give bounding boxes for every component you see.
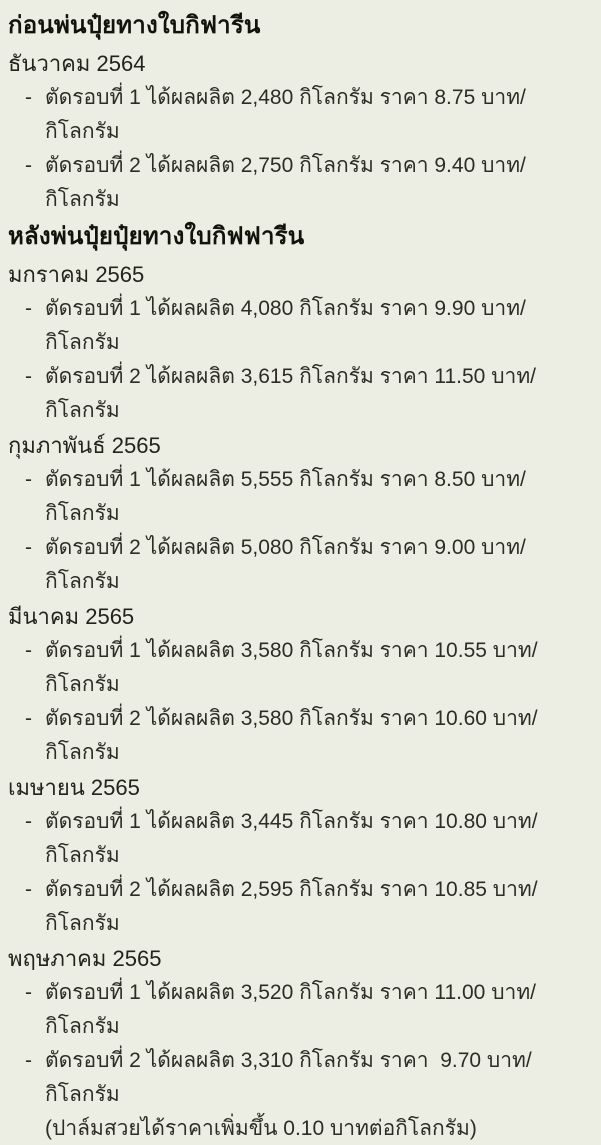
harvest-line [8, 873, 593, 941]
month-header-apr-2565: เมษายน 2565 [8, 775, 140, 800]
harvest-line [8, 149, 593, 217]
harvest-line-text: ตัดรอบที่ 2 ได้ผลผลิต 5,080 กิโลกรัม ราคา 9.00 บาท/กิโลกรัม [45, 536, 526, 593]
harvest-line [8, 463, 593, 531]
dash-marker: - [25, 707, 32, 730]
harvest-line-text: ตัดรอบที่ 2 ได้ผลผลิต 3,310 กิโลกรัม ราคา 9.70 บาท/กิโลกรัม [45, 1049, 532, 1106]
dash-marker: - [25, 365, 32, 388]
section-title-before-spray: ก่อนพ่นปุ๋ยทางใบกิฟารีน [8, 12, 261, 39]
harvest-line [8, 805, 593, 873]
harvest-line [8, 634, 593, 702]
harvest-line [8, 531, 593, 599]
month-header-jan-2565: มกราคม 2565 [8, 262, 145, 287]
harvest-line-text: ตัดรอบที่ 1 ได้ผลผลิต 3,580 กิโลกรัม ราคา 10.55 บาท/กิโลกรัม [45, 639, 538, 696]
section-title-after-spray: หลังพ่นปุ๋ยปุ๋ยทางใบกิฟฟารีน [8, 223, 305, 250]
harvest-line-text: ตัดรอบที่ 1 ได้ผลผลิต 4,080 กิโลกรัม ราคา 9.90 บาท/กิโลกรัม [45, 297, 526, 354]
price-bonus-note: (ปาล์มสวยได้ราคาเพิ่มขึ้น 0.10 บาทต่อกิโลกรัม) [45, 1117, 477, 1140]
month-header-feb-2565: กุมภาพันธ์ 2565 [8, 433, 161, 458]
dash-marker: - [25, 86, 32, 109]
harvest-line-text: ตัดรอบที่ 1 ได้ผลผลิต 3,520 กิโลกรัม ราคา 11.00 บาท/กิโลกรัม [45, 981, 536, 1038]
dash-marker: - [25, 639, 32, 662]
month-header-mar-2565: มีนาคม 2565 [8, 604, 135, 629]
dash-marker: - [25, 810, 32, 833]
harvest-line-text: ตัดรอบที่ 1 ได้ผลผลิต 3,445 กิโลกรัม ราคา 10.80 บาท/กิโลกรัม [45, 810, 538, 867]
harvest-line [8, 292, 593, 360]
harvest-line-text: ตัดรอบที่ 2 ได้ผลผลิต 2,595 กิโลกรัม ราคา 10.85 บาท/กิโลกรัม [45, 878, 538, 935]
dash-marker: - [25, 981, 32, 1004]
harvest-line [8, 1044, 593, 1112]
dash-marker: - [25, 154, 32, 177]
harvest-line [8, 702, 593, 770]
harvest-line [8, 360, 593, 428]
harvest-line [8, 81, 593, 149]
harvest-line-text: ตัดรอบที่ 1 ได้ผลผลิต 2,480 กิโลกรัม ราคา 8.75 บาท/กิโลกรัม [45, 86, 526, 143]
month-header-dec-2564: ธันวาคม 2564 [8, 51, 146, 76]
harvest-line [8, 976, 593, 1044]
dash-marker: - [25, 878, 32, 901]
harvest-line-text: ตัดรอบที่ 2 ได้ผลผลิต 2,750 กิโลกรัม ราคา 9.40 บาท/กิโลกรัม [45, 154, 526, 211]
dash-marker: - [25, 468, 32, 491]
dash-marker: - [25, 1049, 32, 1072]
dash-marker: - [25, 297, 32, 320]
harvest-line-text: ตัดรอบที่ 1 ได้ผลผลิต 5,555 กิโลกรัม ราคา 8.50 บาท/กิโลกรัม [45, 468, 526, 525]
month-header-may-2565: พฤษภาคม 2565 [8, 946, 162, 971]
harvest-line-text: ตัดรอบที่ 2 ได้ผลผลิต 3,615 กิโลกรัม ราคา 11.50 บาท/กิโลกรัม [45, 365, 536, 422]
dash-marker: - [25, 536, 32, 559]
harvest-line-text: ตัดรอบที่ 2 ได้ผลผลิต 3,580 กิโลกรัม ราคา 10.60 บาท/กิโลกรัม [45, 707, 538, 764]
